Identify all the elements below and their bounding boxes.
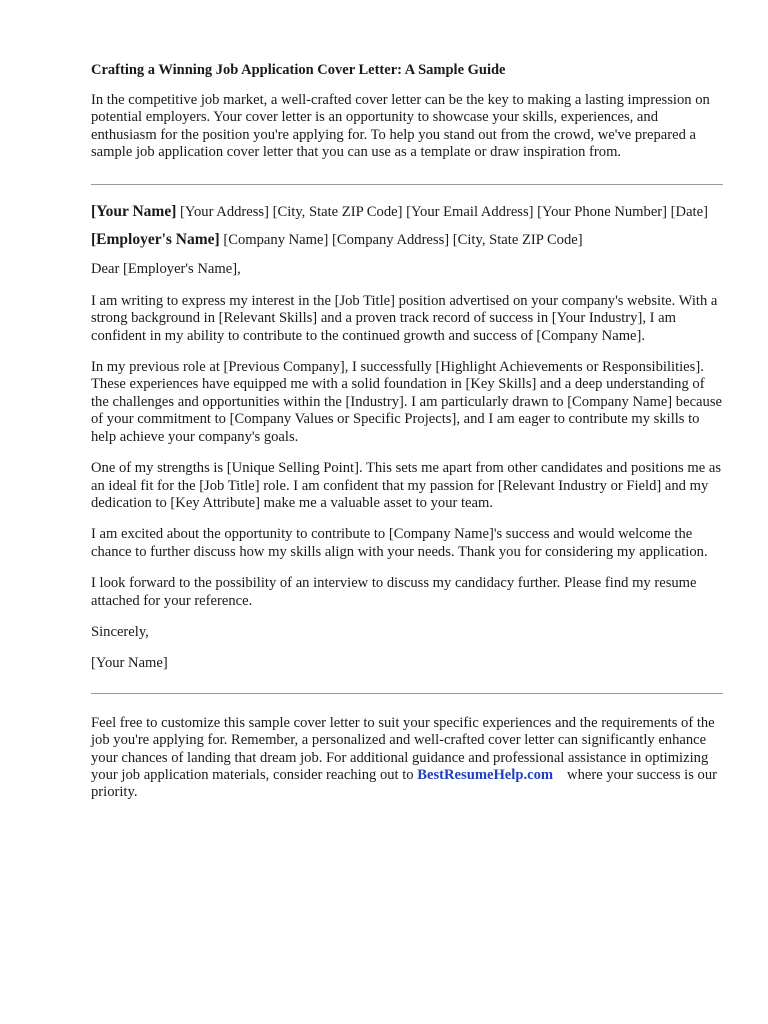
letter-paragraph-2: In my previous role at [Previous Company], I successfully [Highlight Achievements or Responsibilities]. These experiences have equipped me with a solid foundation in [Key Skills] and a deep understanding of the challenges and opportunities within the [Industry]. I am particularly drawn to [Company Name] because of your commitment to [Company Values or Specific Projects], and I am eager to contribute my skills to help achieve your company's goals. bbox=[91, 359, 722, 445]
sender-block bbox=[91, 203, 723, 221]
letter-paragraph-1: I am writing to express my interest in the [Job Title] position advertised on your company's website. With a strong background in [Relevant Skills] and a proven track record of success in [Your Industry], I am confident in my ability to contribute to the continued growth and success of [Company Name]. bbox=[91, 292, 718, 344]
employer-block bbox=[91, 231, 723, 249]
letter-paragraph-5: I look forward to the possibility of an interview to discuss my candidacy further. Please find my resume attached for your reference. bbox=[91, 575, 697, 609]
letter-paragraph-4: I am excited about the opportunity to contribute to [Company Name]'s success and would welcome the chance to further discuss how my skills align with your needs. Thank you for considering my application. bbox=[91, 526, 708, 560]
employer-name: [Employer's Name] bbox=[91, 231, 220, 249]
outro-paragraph bbox=[91, 715, 723, 802]
signature: [Your Name] bbox=[91, 655, 168, 672]
letter-paragraph-3: One of my strengths is [Unique Selling Point]. This sets me apart from other candidates and positions me as an ideal fit for the [Job Title] role. I am confident that my passion for [Relevant Industry or Field] and my dedication to [Key Attribute] make me a valuable asset to your team. bbox=[91, 460, 721, 511]
outro-text: Feel free to customize this sample cover letter to suit your specific experiences and the requirements of the job you're applying for. Remember, a personalized and well-crafted cover letter can significantly enhance your chances of landing that dream job. For additional guidance and professional assistance in optimizing your job application materials, consider reaching out to bbox=[91, 714, 715, 783]
document-title: Crafting a Winning Job Application Cover Letter: A Sample Guide bbox=[91, 62, 506, 78]
sender-name: [Your Name] bbox=[91, 202, 177, 220]
employer-details: [Company Name] [Company Address] [City, State ZIP Code] bbox=[223, 232, 583, 249]
bestresumehelp-link[interactable]: BestResumeHelp.com bbox=[417, 766, 554, 783]
intro-paragraph: In the competitive job market, a well-crafted cover letter can be the key to making a lasting impression on potential employers. Your cover letter is an opportunity to showcase your skills, experiences, and enthusiasm for the position you're applying for. To help you stand out from the crowd, we've prepared a sample job application cover letter that you can use as a template or draw inspiration from. bbox=[91, 92, 710, 161]
sender-details: [Your Address] [City, State ZIP Code] [Your Email Address] [Your Phone Number] [Date] bbox=[180, 203, 708, 220]
divider-bottom bbox=[91, 693, 723, 694]
outro-tail: where your success is our priority. bbox=[91, 766, 717, 801]
document-page bbox=[91, 60, 723, 802]
divider-top bbox=[91, 184, 723, 185]
salutation: Dear [Employer's Name], bbox=[91, 261, 241, 278]
closing: Sincerely, bbox=[91, 623, 149, 640]
